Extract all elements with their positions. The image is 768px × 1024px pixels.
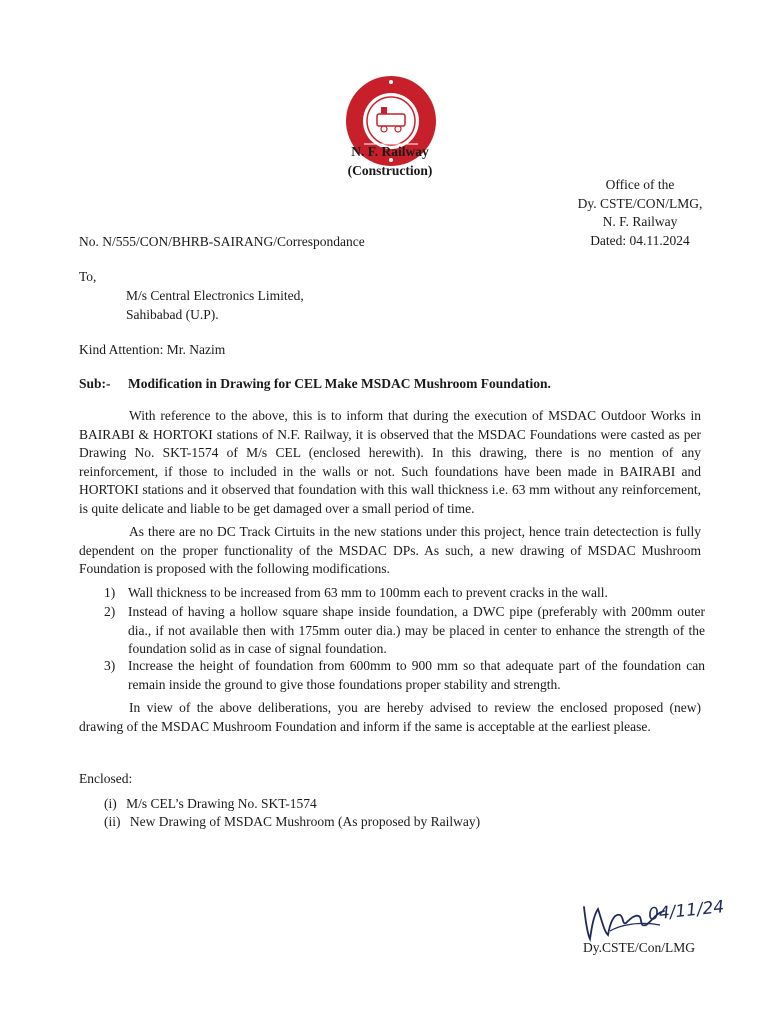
list-item-number: 1): [104, 585, 116, 600]
body-paragraph-2: As there are no DC Track Cirtuits in the new stations under this project, hence train detectection is fully dependent on the proper functionality of the MSDAC DPs. As such, a new drawing of MSDAC Mushroom Foundation is proposed with the following modifications.: [79, 524, 701, 576]
office-line-2: Dy. CSTE/CON/LMG,: [577, 195, 703, 211]
office-dated: Dated: 04.11.2024: [590, 232, 690, 248]
enclosure-number: (ii): [104, 814, 121, 829]
enclosure-number: (i): [104, 796, 117, 811]
subject-label: Sub:-: [79, 376, 111, 391]
list-item-text: Instead of having a hollow square shape inside foundation, a DWC pipe (preferably with 200mm outer dia., if not available then with 175mm outer dia.) may be placed in center to enhance the strength of the foundation solid as in case of signal foundation.: [128, 604, 705, 656]
body-paragraph-1: With reference to the above, this is to inform that during the execution of MSDAC Outdoor Works in BAIRABI & HORTOKI stations of N.F. Railway, it is observed that the MSDAC Foundations were casted as per Drawing No. SKT-1574 of M/s CEL (enclosed herewith). In this drawing, there is no mention of any reinforcement, if those to included in the walls or not. Such foundations have been made in BAIRABI and HORTOKI stations and it observed that foundation with this wall thickness i.e. 63 mm without any reinforcement, is quite delicate and liable to be get damaged over a small period of time.: [79, 408, 701, 516]
office-line-3: N. F. Railway: [602, 214, 678, 229]
body-paragraph-3: In view of the above deliberations, you are hereby advised to review the enclosed proposed (new) drawing of the MSDAC Mushroom Foundation and inform if the same is acceptable at the earliest please.: [79, 700, 701, 734]
list-item-text: Wall thickness to be increased from 63 mm to 100mm each to prevent cracks in the wall.: [128, 585, 608, 600]
recipient-line-2: Sahibabad (U.P).: [126, 307, 219, 322]
subject-text: Modification in Drawing for CEL Make MSDAC Mushroom Foundation.: [128, 376, 551, 391]
recipient-line-1: M/s Central Electronics Limited,: [126, 288, 304, 303]
reference-number: No. N/555/CON/BHRB-SAIRANG/Correspondance: [79, 234, 365, 249]
recipient-to: To,: [79, 269, 97, 284]
list-item-text: Increase the height of foundation from 600mm to 900 mm so that adequate part of the foundation can remain inside the ground to give those foundations proper stability and strength.: [128, 658, 705, 692]
list-item-number: 3): [104, 658, 116, 673]
enclosure-item: [104, 813, 480, 831]
handwritten-signature: [580, 895, 740, 945]
enclosure-text: M/s CEL’s Drawing No. SKT-1574: [126, 796, 317, 811]
kind-attention: Kind Attention: Mr. Nazim: [79, 342, 226, 357]
office-line-1: Office of the: [605, 177, 675, 192]
enclosure-text: New Drawing of MSDAC Mushroom (As proposed by Railway): [129, 814, 481, 829]
org-name: N. F. Railway: [351, 144, 429, 159]
signatory-designation: Dy.CSTE/Con/LMG: [583, 940, 696, 955]
list-item-number: 2): [104, 604, 116, 619]
enclosures-label: Enclosed:: [79, 771, 133, 786]
enclosure-item: [104, 795, 317, 813]
office-address: [540, 176, 740, 250]
signature-date: 04/11/24: [647, 897, 726, 925]
org-subtitle: (Construction): [347, 163, 433, 178]
